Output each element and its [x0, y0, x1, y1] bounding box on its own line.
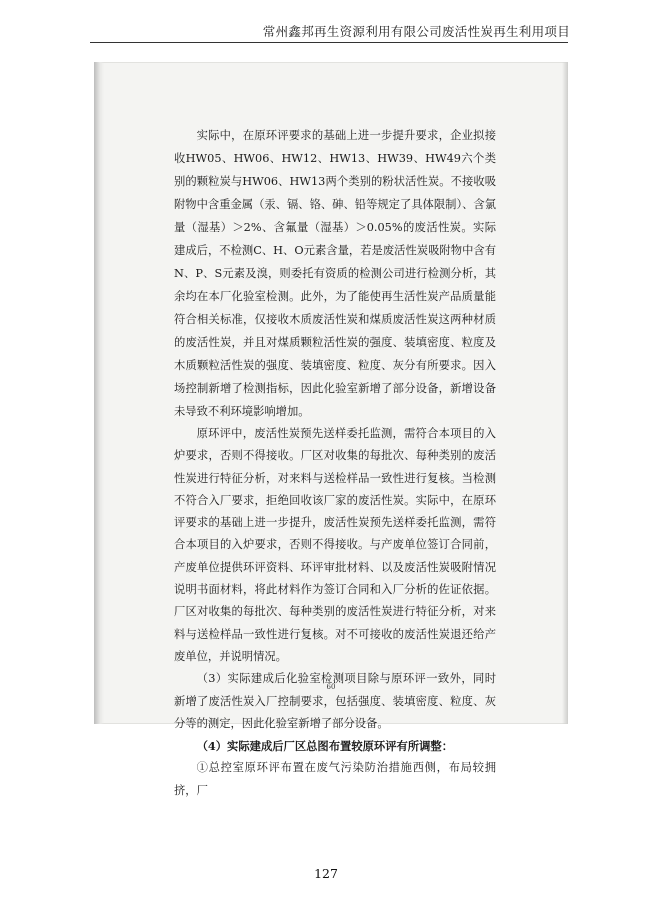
header-rule: [90, 42, 568, 43]
paragraph-1: 实际中，在原环评要求的基础上进一步提升要求，企业拟接收HW05、HW06、HW12、HW13、HW39、HW49六个类别的颗粒炭与HW06、HW13两个类别的粉状活性炭。不接收吸附物中含重金属（汞、镉、铬、砷、铅等规定了具体限制）、含氯量（湿基）＞2%、含氟量（湿基）＞0.05%的废活性炭。实际建成后，不检测C、H、O元素含量，若是废活性炭吸附物中含有N、P、S元素及溴，则委托有资质的检测公司进行检测分析，其余均在本厂化验室检测。此外，为了能使再生活性炭产品质量能符合相关标准，仅接收木质废活性炭和煤质废活性炭这两种材质的废活性炭，并且对煤质颗粒活性炭的强度、装填密度、粒度及木质颗粒活性炭的强度、装填密度、粒度、灰分有所要求。因入场控制新增了检测指标，因此化验室新增了部分设备，新增设备未导致不利环境影响增加。: [174, 129, 496, 418]
header-title: 常州鑫邦再生资源利用有限公司废活性炭再生利用项目: [262, 24, 570, 39]
scan-binding-shadow: [94, 62, 104, 724]
scanned-page-body: [174, 124, 496, 802]
scanned-page: [94, 62, 568, 797]
running-header: [0, 0, 652, 42]
paragraph-4: （4）实际建成后厂区总图布置较原环评有所调整：: [196, 739, 453, 754]
page-number: 127: [314, 866, 338, 881]
scanned-page-number: 60: [326, 683, 336, 691]
scan-edge-shadow: [562, 62, 568, 724]
paragraph-5: ①总控室原环评布置在废气污染防治措施西侧，布局较拥挤，厂: [174, 761, 496, 797]
paragraph-3: （3）实际建成后化验室检测项目除与原环评一致外，同时新增了废活性炭入厂控制要求，包括强度、装填密度、粒度、灰分等的测定，因此化验室新增了部分设备。: [174, 672, 496, 730]
paragraph-2: 原环评中，废活性炭预先送样委托监测，需符合本项目的入炉要求，否则不得接收。厂区对收集的每批次、每种类别的废活性炭进行特征分析，对来料与送检样品一致性进行复核。当检测不符合入厂要求，拒绝回收该厂家的废活性炭。实际中，在原环评要求的基础上进一步提升，废活性炭预先送样委托监测，需符合本项目的入炉要求，否则不得接收。与产废单位签订合同前，产废单位提供环评资料、环评审批材料、以及废活性炭吸附情况说明书面材料，将此材料作为签订合同和入厂分析的佐证依据。厂区对收集的每批次、每种类别的废活性炭进行特征分析，对来料与送检样品一致性进行复核。对不可接收的废活性炭退还给产废单位，并说明情况。: [174, 427, 496, 663]
